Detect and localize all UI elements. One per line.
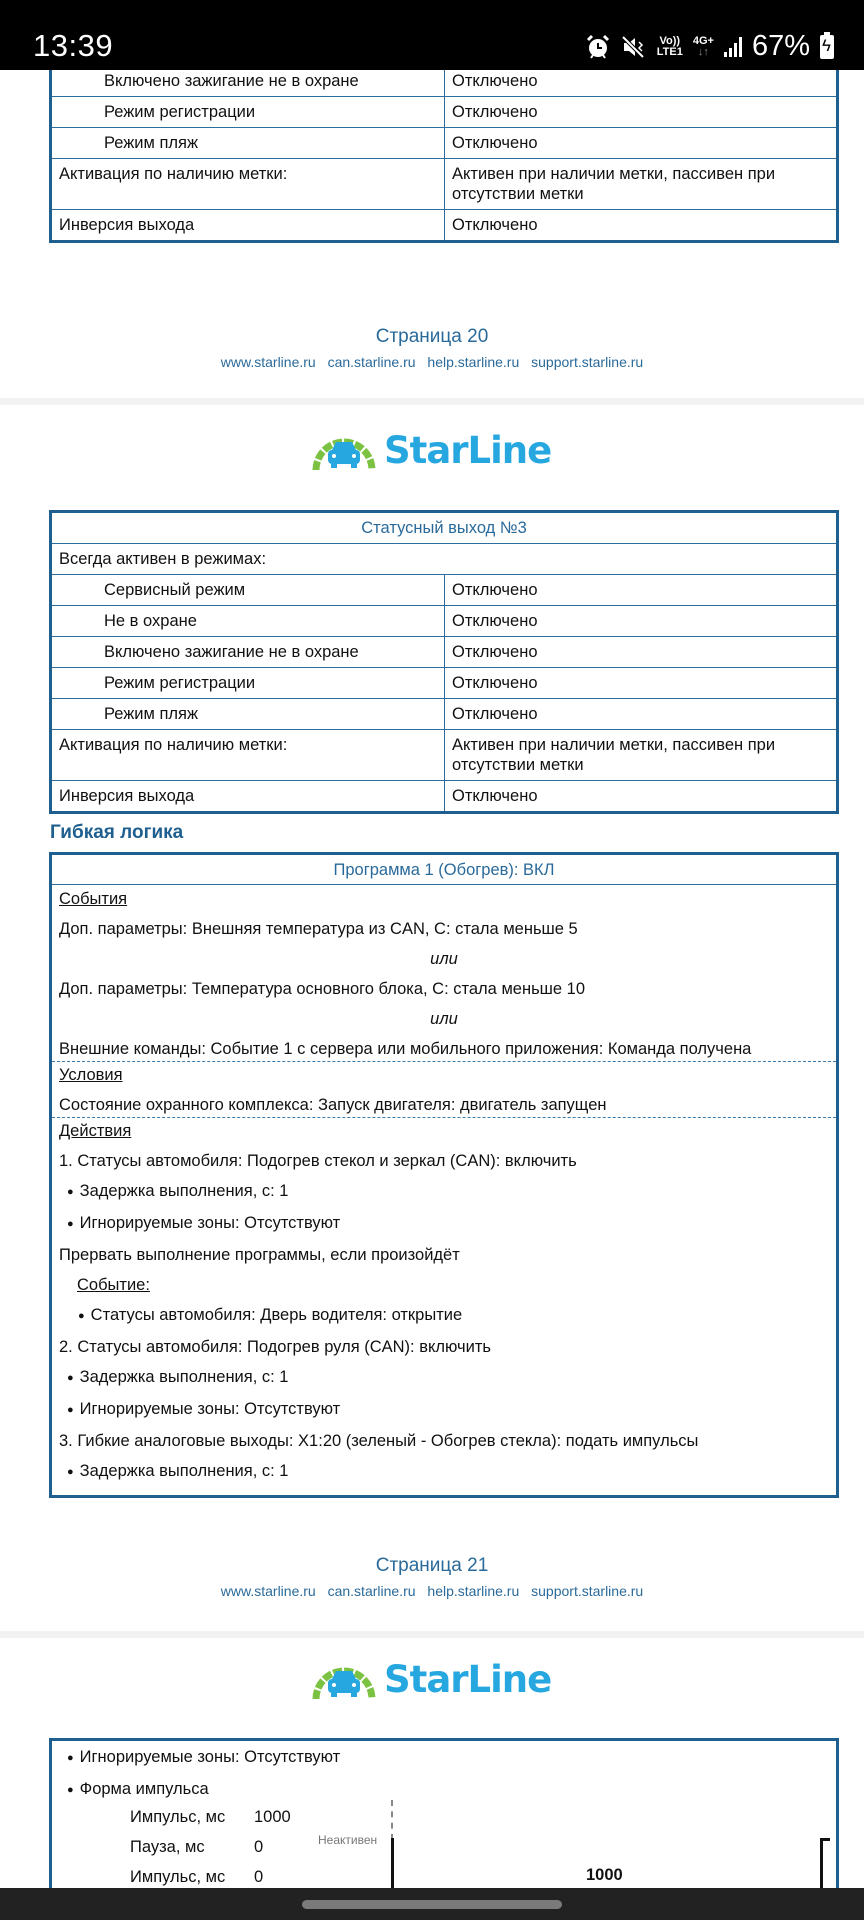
row-value: Отключено bbox=[452, 134, 538, 152]
mute-icon bbox=[621, 34, 647, 60]
row-value: Отключено bbox=[452, 787, 538, 805]
events-label: События bbox=[59, 890, 128, 908]
diagram-level-line bbox=[391, 1838, 394, 1890]
volte-label: Vo)) bbox=[659, 34, 681, 47]
row-value: Отключено bbox=[452, 674, 538, 692]
action-item: 1. Статусы автомобиля: Подогрев стекол и зеркал (CAN): включить bbox=[59, 1152, 577, 1170]
footer-links bbox=[0, 1583, 864, 1599]
footer-link[interactable]: can.starline.ru bbox=[327, 1583, 416, 1599]
footer-link[interactable]: help.starline.ru bbox=[427, 1583, 520, 1599]
row-label: Режим пляж bbox=[52, 699, 445, 729]
car-gauge-icon bbox=[310, 1657, 378, 1701]
action-param: ● Игнорируемые зоны: Отсутствуют bbox=[59, 1396, 829, 1428]
table-row bbox=[52, 158, 836, 209]
status-bar bbox=[0, 0, 864, 70]
diagram-inactive-label: Неактивен bbox=[318, 1833, 378, 1847]
actions-continued bbox=[52, 1741, 836, 1808]
event-item: Доп. параметры: Внешняя температура из CAN, C: стала меньше 5 bbox=[59, 920, 578, 938]
row-value: Отключено bbox=[452, 581, 538, 599]
row-label: Активация по наличию метки: bbox=[52, 730, 445, 780]
action-param: ● Игнорируемые зоны: Отсутствуют bbox=[59, 1210, 829, 1242]
footer-link[interactable]: www.starline.ru bbox=[220, 1583, 316, 1599]
row-label: Сервисный режим bbox=[52, 575, 445, 605]
diagram-pulse-edge bbox=[820, 1838, 830, 1890]
action-item: 2. Статусы автомобиля: Подогрев руля (CAN): включить bbox=[59, 1338, 491, 1356]
row-value: Активен при наличии метки, пассивен при отсутствии метки bbox=[452, 165, 776, 203]
action-param: ● Задержка выполнения, с: 1 bbox=[59, 1364, 829, 1396]
program-title: Программа 1 (Обогрев): ВКЛ bbox=[52, 855, 836, 885]
row-label: Активация по наличию метки: bbox=[52, 159, 445, 209]
pulse-param-value: 0 bbox=[254, 1868, 264, 1886]
diagram-dashed-line bbox=[391, 1800, 393, 1840]
alarm-icon bbox=[585, 34, 611, 60]
pulse-param-value: 1000 bbox=[254, 1808, 291, 1826]
table-row bbox=[52, 127, 836, 158]
row-label: Режим пляж bbox=[52, 128, 445, 158]
pulse-param-row bbox=[130, 1838, 263, 1857]
action-param: ● Форма импульса bbox=[59, 1776, 829, 1808]
pulse-param-row bbox=[130, 1808, 291, 1827]
abort-event: ● Статусы автомобиля: Дверь водителя: открытие bbox=[59, 1302, 829, 1334]
event-item: Доп. параметры: Температура основного блока, C: стала меньше 10 bbox=[59, 980, 586, 998]
events-section bbox=[52, 885, 836, 1061]
event-item: Внешние команды: Событие 1 с сервера или мобильного приложения: Команда получена bbox=[59, 1040, 752, 1058]
row-value: Активен при наличии метки, пассивен при отсутствии метки bbox=[452, 736, 776, 774]
footer-link[interactable]: can.starline.ru bbox=[327, 354, 416, 370]
row-value: Отключено bbox=[452, 216, 538, 234]
or-separator: или bbox=[430, 1010, 458, 1028]
action-param: ● Игнорируемые зоны: Отсутствуют bbox=[59, 1744, 829, 1776]
footer-links bbox=[0, 354, 864, 370]
table-row bbox=[52, 574, 836, 605]
section-title-flex-logic: Гибкая логика bbox=[50, 822, 184, 843]
action-param: ● Задержка выполнения, с: 1 bbox=[59, 1178, 829, 1210]
pulse-param-row bbox=[130, 1868, 263, 1887]
row-value: Отключено bbox=[452, 705, 538, 723]
starline-logo bbox=[310, 1657, 551, 1701]
table-row bbox=[52, 729, 836, 780]
table-row bbox=[52, 698, 836, 729]
table-row bbox=[52, 780, 836, 811]
row-value: Отключено bbox=[452, 643, 538, 661]
lte-label: LTE1 bbox=[656, 45, 683, 58]
action-param: ● Задержка выполнения, с: 1 bbox=[59, 1458, 829, 1490]
conditions-section bbox=[52, 1061, 836, 1117]
row-label: Включено зажигание не в охране bbox=[52, 66, 445, 96]
footer-link[interactable]: help.starline.ru bbox=[427, 354, 520, 370]
network-type-label: 4G+ bbox=[692, 34, 714, 47]
table-header-row bbox=[52, 513, 836, 543]
conditions-label: Условия bbox=[59, 1066, 123, 1084]
row-label: Режим регистрации bbox=[52, 97, 445, 127]
program-1-box bbox=[49, 852, 839, 1498]
footer-link[interactable]: support.starline.ru bbox=[531, 1583, 644, 1599]
diagram-pulse-value: 1000 bbox=[586, 1866, 623, 1884]
signal-icon bbox=[724, 37, 742, 57]
row-label: Инверсия выхода bbox=[52, 210, 445, 240]
row-label: Режим регистрации bbox=[52, 668, 445, 698]
pulse-param-label: Пауза, мс bbox=[130, 1838, 205, 1856]
table-row bbox=[52, 96, 836, 127]
row-label: Не в охране bbox=[52, 606, 445, 636]
abort-text: Прервать выполнение программы, если произойдёт bbox=[59, 1246, 460, 1264]
table-row bbox=[52, 667, 836, 698]
status-icons bbox=[585, 30, 834, 63]
table-title: Статусный выход №3 bbox=[361, 519, 527, 537]
table-row bbox=[52, 605, 836, 636]
pulse-param-label: Импульс, мс bbox=[130, 1808, 226, 1826]
row-label: Включено зажигание не в охране bbox=[52, 637, 445, 667]
table-row bbox=[52, 636, 836, 667]
data-arrows-icon: ↓↑ bbox=[697, 45, 709, 58]
footer-link[interactable]: support.starline.ru bbox=[531, 354, 644, 370]
table-row bbox=[52, 209, 836, 240]
4g-plus-icon bbox=[693, 36, 714, 58]
status-output-3-table bbox=[49, 510, 839, 814]
actions-section bbox=[52, 1117, 836, 1490]
action-item: 3. Гибкие аналоговые выходы: X1:20 (зеленый - Обогрев стекла): подать импульсы bbox=[59, 1432, 699, 1450]
logo-text: StarLine bbox=[384, 428, 552, 472]
page-footer-20 bbox=[0, 326, 864, 370]
volte-icon bbox=[657, 36, 683, 58]
car-gauge-icon bbox=[310, 428, 378, 472]
page-number: Страница 20 bbox=[375, 326, 489, 347]
page-footer-21 bbox=[0, 1555, 864, 1599]
clock: 13:39 bbox=[33, 28, 114, 63]
row-value: Отключено bbox=[452, 612, 538, 630]
page-separator bbox=[0, 398, 864, 405]
battery-charging-icon bbox=[820, 35, 834, 59]
footer-link[interactable]: www.starline.ru bbox=[220, 354, 316, 370]
abort-event-label: Событие: bbox=[77, 1276, 150, 1294]
group-label: Всегда активен в режимах: bbox=[59, 550, 267, 568]
logo-text: StarLine bbox=[384, 1657, 552, 1701]
battery-percent: 67% bbox=[751, 30, 810, 62]
page-number: Страница 21 bbox=[375, 1555, 489, 1576]
home-gesture-handle[interactable] bbox=[302, 1900, 562, 1909]
pulse-param-label: Импульс, мс bbox=[130, 1868, 226, 1886]
or-separator: или bbox=[430, 950, 458, 968]
navigation-bar bbox=[0, 1888, 864, 1920]
row-value: Отключено bbox=[452, 103, 538, 121]
row-value: Отключено bbox=[452, 72, 538, 90]
table-row bbox=[52, 543, 836, 574]
row-label: Инверсия выхода bbox=[52, 781, 445, 811]
table-row bbox=[52, 66, 836, 96]
status-output-table-page20 bbox=[49, 66, 839, 243]
page-separator bbox=[0, 1631, 864, 1638]
starline-logo bbox=[310, 428, 551, 472]
pulse-param-value: 0 bbox=[254, 1838, 264, 1856]
condition-item: Состояние охранного комплекса: Запуск двигателя: двигатель запущен bbox=[59, 1096, 607, 1114]
actions-label: Действия bbox=[59, 1122, 132, 1140]
